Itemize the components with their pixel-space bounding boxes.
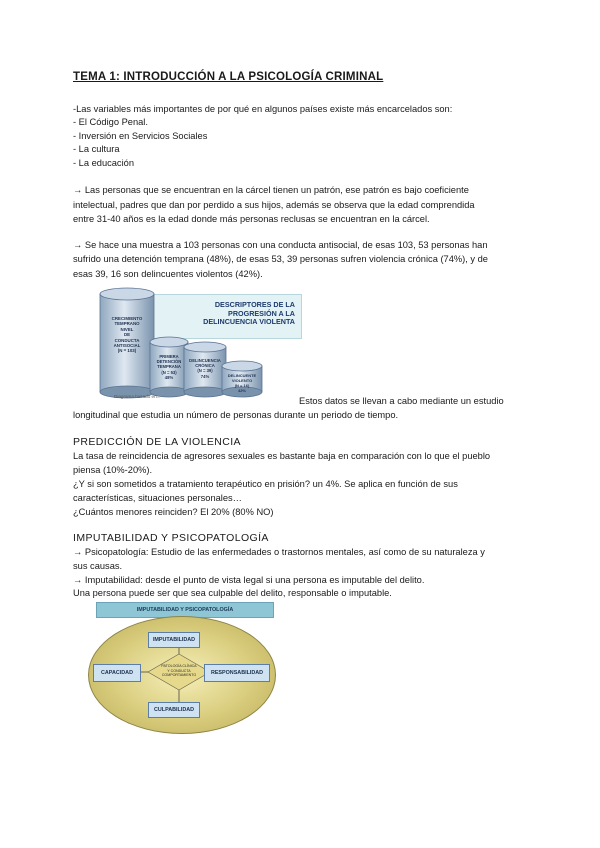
paragraph-line: → Las personas que se encuentran en la cárcel tienen un patrón, ese patrón es bajo coeficiente bbox=[73, 185, 469, 195]
node-imputabilidad: IMPUTABILIDAD bbox=[148, 632, 200, 648]
paragraph-line: esas 39, 16 son delincuentes violentos (42%). bbox=[73, 269, 263, 279]
diagram-header: IMPUTABILIDAD Y PSICOPATOLOGÍA bbox=[96, 602, 274, 618]
node-capacidad: CAPACIDAD bbox=[93, 664, 141, 682]
paragraph-line: entre 31-40 años es la edad donde más personas reclusas se encuentran en la cárcel. bbox=[73, 214, 430, 224]
intro-line: -Las variables más importantes de por qué en algunos países existe más encarcelados son: bbox=[73, 104, 453, 114]
cylinder-base bbox=[184, 387, 226, 397]
paragraph-line: sufrido una detención temprana (48%), de esas 53, 39 personas sufren violencia crónica (74%), y de bbox=[73, 254, 488, 264]
paragraph-line: Una persona puede ser que sea culpable del delito, responsable o imputable. bbox=[73, 588, 392, 598]
cylinder-top bbox=[150, 337, 188, 347]
figure-footnote: Diagrama basado en... bbox=[114, 394, 161, 399]
figure-title: DESCRIPTORES DE LA PROGRESIÓN A LA DELINCUENCIA VIOLENTA bbox=[203, 300, 295, 326]
node-responsabilidad: RESPONSABILIDAD bbox=[204, 664, 270, 682]
cylinder-label: DELINCUENCIA CRÓNICA (N = 39) 74% bbox=[189, 358, 221, 379]
paragraph-line: → Se hace una muestra a 103 personas con una conducta antisocial, de esas 103, 53 personas han bbox=[73, 240, 488, 250]
section-heading: IMPUTABILIDAD Y PSICOPATOLOGÍA bbox=[73, 532, 269, 544]
section-heading: PREDICCIÓN DE LA VIOLENCIA bbox=[73, 436, 241, 448]
paragraph-line: La tasa de reincidencia de agresores sexuales es bastante baja en comparación con lo que el pueblo bbox=[73, 451, 491, 461]
page-title: TEMA 1: INTRODUCCIÓN A LA PSICOLOGÍA CRIMINAL bbox=[73, 71, 384, 83]
paragraph-line: ¿Y si son sometidos a tratamiento terapéutico en prisión? un 4%. Se aplica en función de sus bbox=[73, 479, 458, 489]
progression-figure bbox=[92, 284, 302, 404]
paragraph-line: → Psicopatología: Estudio de las enfermedades o trastornos mentales, así como de su naturaleza y bbox=[73, 547, 485, 557]
imputability-diagram bbox=[88, 602, 276, 734]
cylinder-top bbox=[184, 342, 226, 352]
intro-item: - El Código Penal. bbox=[73, 117, 148, 127]
paragraph-line: características, situaciones personales… bbox=[73, 493, 242, 503]
paragraph-line: ¿Cuántos menores reinciden? El 20% (80% NO) bbox=[73, 507, 274, 517]
cylinder-top bbox=[100, 288, 154, 300]
paragraph-line: longitudinal que estudia un número de personas durante un periodo de tiempo. bbox=[73, 410, 399, 420]
node-culpabilidad: CULPABILIDAD bbox=[148, 702, 200, 718]
paragraph-line: Estos datos se llevan a cabo mediante un estudio bbox=[299, 396, 504, 406]
cylinder-label: DELINCUENTE VIOLENTO (N = 16) 42% bbox=[227, 373, 257, 393]
paragraph-line: sus causas. bbox=[73, 561, 123, 571]
cylinder-label: PRIMERA DETENCIÓN TEMPRANA (N = 53) 48% bbox=[156, 354, 182, 380]
intro-item: - Inversión en Servicios Sociales bbox=[73, 131, 208, 141]
intro-item: - La educación bbox=[73, 158, 134, 168]
paragraph-line: intelectual, padres que dan por perdido a sus hijos, además se observa que la edad comprendida bbox=[73, 200, 475, 210]
center-label: PATOLOGÍA CLÍNICA Y CONDUCTA COMPORTAMIENTO bbox=[161, 664, 197, 678]
paragraph-line: piensa (10%-20%). bbox=[73, 465, 153, 475]
cylinder-label: CRECIMIENTO TEMPRANO NIVEL DE CONDUCTA ANTISOCIAL (N = 103) bbox=[111, 316, 143, 354]
paragraph-line: → Imputabilidad: desde el punto de vista legal si una persona es imputable del delito. bbox=[73, 575, 425, 585]
cylinder-top bbox=[222, 361, 262, 371]
intro-item: - La cultura bbox=[73, 144, 120, 154]
